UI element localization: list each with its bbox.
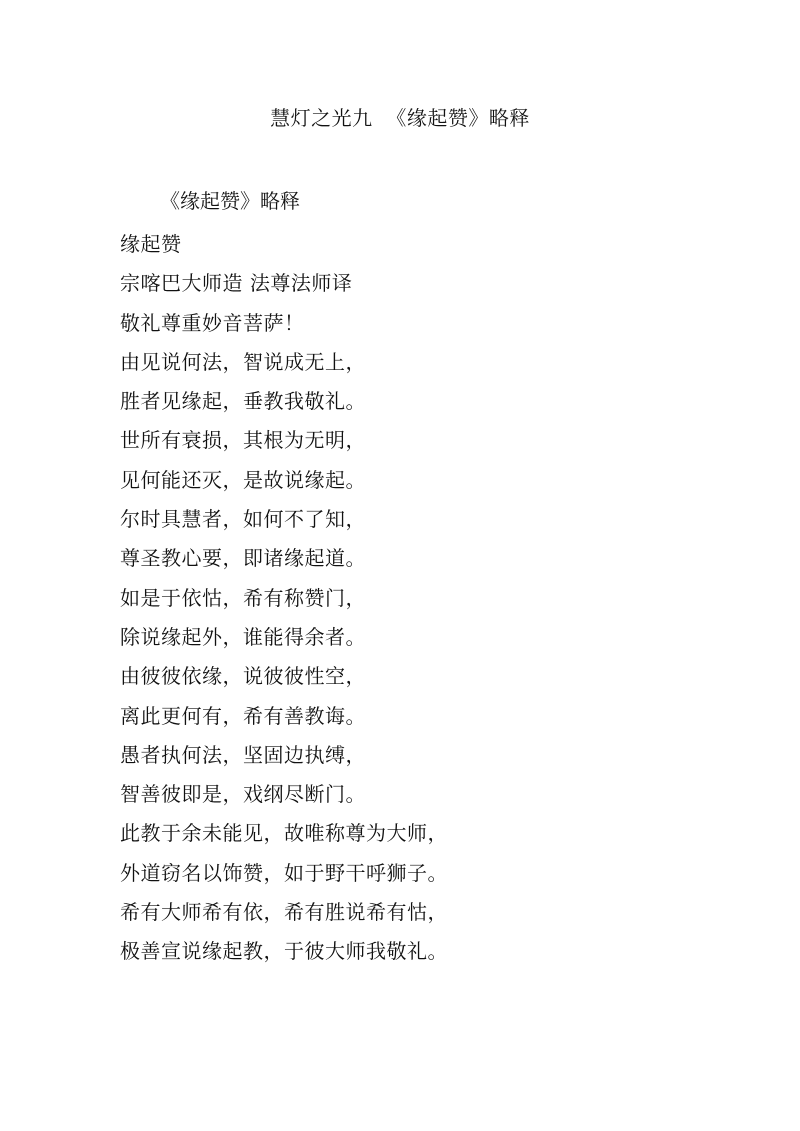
- verse-line: 如是于依怙，希有称赞门，: [120, 585, 366, 610]
- verse-line: 希有大师希有依，希有胜说希有怙，: [120, 900, 448, 925]
- verse-line: 宗喀巴大师造 法尊法师译: [120, 271, 353, 296]
- verse-line: 敬礼尊重妙音菩萨！: [120, 310, 305, 335]
- verse-line: 除说缘起外，谁能得余者。: [120, 624, 366, 649]
- verse-line: 外道窃名以饰赞，如于野干呼狮子。: [120, 860, 448, 885]
- verse-line: 缘起赞: [120, 232, 182, 256]
- verse-line: 胜者见缘起，垂教我敬礼。: [120, 389, 366, 414]
- verse-line: 极善宣说缘起教，于彼大师我敬礼。: [120, 939, 448, 964]
- verse-line: 由彼彼依缘，说彼彼性空，: [120, 664, 366, 689]
- verse-lines: [120, 230, 448, 977]
- verse-line: 尊圣教心要，即诸缘起道。: [120, 546, 366, 571]
- verse-line: 由见说何法，智说成无上，: [120, 349, 366, 374]
- document-subtitle: 《缘起赞》略释: [160, 189, 300, 213]
- verse-line: 愚者执何法，坚固边执缚，: [120, 742, 366, 767]
- verse-line: 离此更何有，希有善教诲。: [120, 703, 366, 728]
- verse-line: 尔时具慧者，如何不了知，: [120, 507, 366, 532]
- verse-line: 此教于余未能见，故唯称尊为大师，: [120, 821, 448, 846]
- verse-line: 世所有衰损，其根为无明，: [120, 428, 366, 453]
- document-title: 慧灯之光九 《缘起赞》略释: [270, 106, 530, 130]
- verse-line: 智善彼即是，戏纲尽断门。: [120, 782, 366, 807]
- verse-line: 见何能还灭，是故说缘起。: [120, 467, 366, 492]
